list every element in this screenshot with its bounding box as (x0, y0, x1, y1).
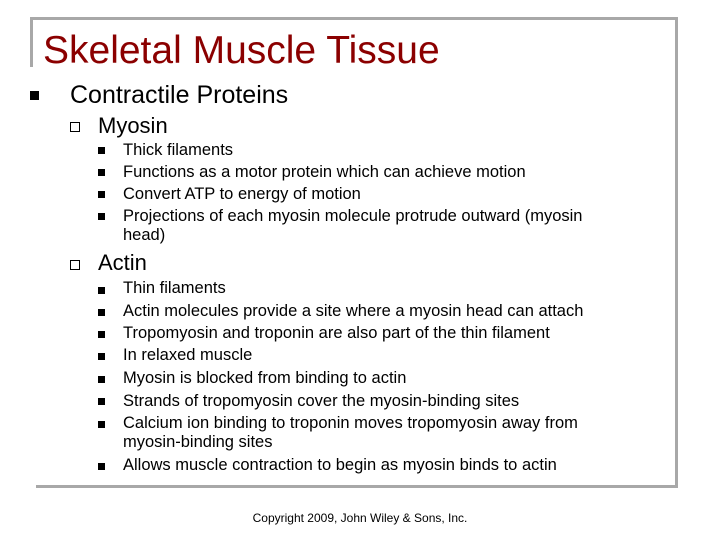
actin-point: In relaxed muscle (123, 346, 253, 364)
square-bullet-icon (98, 213, 105, 220)
actin-point: Allows muscle contraction to begin as myosin binds to actin (123, 456, 557, 474)
actin-point: Myosin is blocked from binding to actin (123, 369, 407, 387)
square-bullet-icon (98, 353, 105, 360)
square-bullet-icon (98, 331, 105, 338)
actin-point: Thin filaments (123, 279, 226, 297)
slide-frame-top (30, 17, 678, 20)
hollow-square-bullet-icon (70, 122, 80, 132)
actin-point: Strands of tropomyosin cover the myosin-binding sites (123, 392, 520, 410)
hollow-square-bullet-icon (70, 260, 80, 270)
square-bullet-icon (98, 398, 105, 405)
square-bullet-icon (98, 463, 105, 470)
square-bullet-icon (30, 91, 39, 100)
myosin-point-continuation: head) (123, 226, 166, 244)
actin-point: Actin molecules provide a site where a myosin head can attach (123, 302, 584, 320)
myosin-point: Convert ATP to energy of motion (123, 185, 361, 203)
slide-frame-left (30, 17, 33, 67)
square-bullet-icon (98, 147, 105, 154)
slide-frame-bottom (36, 485, 678, 488)
square-bullet-icon (98, 191, 105, 198)
myosin-point: Functions as a motor protein which can achieve motion (123, 163, 526, 181)
square-bullet-icon (98, 169, 105, 176)
actin-point: Tropomyosin and troponin are also part of the thin filament (123, 324, 550, 342)
subheading-actin: Actin (98, 250, 147, 275)
myosin-point: Thick filaments (123, 141, 234, 159)
square-bullet-icon (98, 421, 105, 428)
actin-point-continuation: myosin-binding sites (123, 433, 273, 451)
myosin-point: Projections of each myosin molecule protrude outward (myosin (123, 207, 583, 225)
actin-point: Calcium ion binding to troponin moves tropomyosin away from (123, 414, 578, 432)
square-bullet-icon (98, 309, 105, 316)
copyright-footer: Copyright 2009, John Wiley & Sons, Inc. (252, 511, 468, 525)
square-bullet-icon (98, 376, 105, 383)
square-bullet-icon (98, 287, 105, 294)
heading-contractile-proteins: Contractile Proteins (70, 81, 289, 109)
slide-frame-right (675, 17, 678, 487)
slide-title: Skeletal Muscle Tissue (43, 29, 440, 72)
subheading-myosin: Myosin (98, 113, 168, 138)
